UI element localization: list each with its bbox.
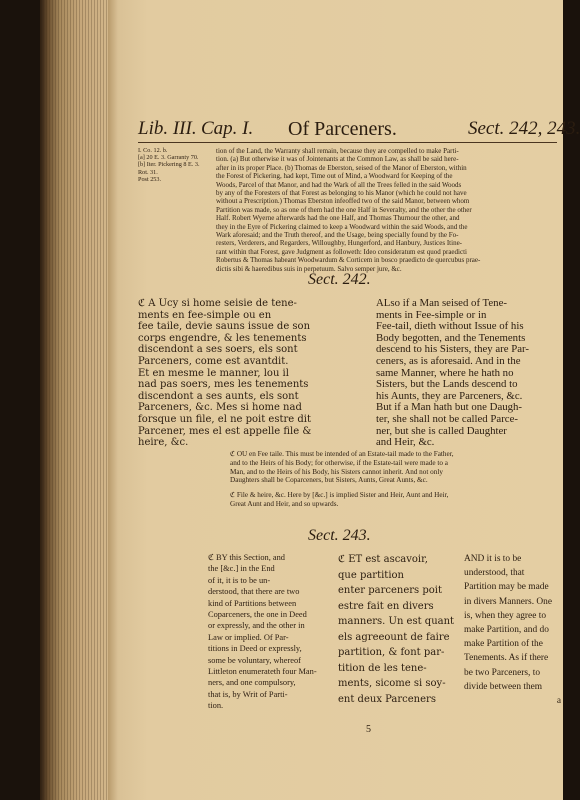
text-line: Robertus & Thomas habeant Woodwardum & Corticem in bosco praedicto de quercubus prae- [216,256,481,265]
text-line: Littleton enumerateth four Man- [208,667,317,677]
text-line: derstood, that there are two [208,587,300,597]
text-line: ℭ BY this Section, and [208,553,285,562]
margin-note: Rot. 31. [138,168,158,176]
text-line: ℭ A Ucy si home seisie de tene- [138,298,297,309]
text-line: enter parceners poit [338,585,443,596]
header-cap: Cap. I. [201,118,254,139]
text-line: a [556,696,561,707]
text-line: els agreeount de faire [338,631,450,643]
text-line: be two Parceners, to [464,667,541,678]
section-243-heading: Sect. 243. [308,527,371,544]
text-line: Wark aforesaid; and the Truth thereof, and the Usage, being specially found by the Fo- [216,231,459,240]
text-line: Sisters, but the Lands descend to [376,378,518,391]
text-line: ℭ File & heire, &c. Here by [&c.] is implied Sister and Heir, Aunt and Heir, [230,491,449,500]
text-line: Tenements. As if there [464,653,549,664]
text-line: his Aunts, they are Parceners, &c. [376,389,523,402]
text-line: kind of Partitions between [208,598,297,608]
header-title: Of Parceners. [288,118,397,140]
text-line: fee taile, devie sauns issue de son [138,321,311,333]
text-line: partition, & font par- [338,647,445,658]
text-line: Parceners, come est avantdit. [138,355,289,367]
margin-note: [a] 20 E. 3. Garranty 70. [138,154,199,162]
text-line: make Partition, and do [464,625,549,636]
text-line: tion of the Land, the Warranty shall remain, because they are compelled to make Parti- [216,147,459,155]
text-line: divide between them [464,681,543,692]
text-line: some be voluntary, whereof [208,655,301,665]
continuation-text [216,147,561,273]
text-line: Parceners, &c. Mes si home nad [138,402,302,414]
text-line: by any of the Foresters of that Forest as belonging to his Manor (which he could not have [216,189,467,198]
text-line: or expressly, and the other in [208,621,305,631]
text-line: that is, by Writ of Parti- [208,689,288,699]
text-line: is, when they agree to [464,610,547,621]
text-line: the [&c.] in the End [208,564,275,574]
section-243-english [464,552,561,708]
text-line: they in the Eyre of Pickering claimed to keep a Woodward within the said Woods, and the [216,222,468,231]
text-line: ments en fee-simple ou en [138,309,272,321]
text-line: discendont a ses soers, els sont [138,344,298,356]
text-line: make Partition of the [464,639,543,650]
margin-note: I. Co. 12. b. [138,147,168,154]
section-242-english [376,298,562,449]
text-line: descend to his Sisters, they are Par- [376,343,530,356]
text-line: Coparceners, the one in Deed [208,610,307,620]
text-line: ℭ OU en Fee taile. This must be intended of an Estate-tail made to the Father, [230,450,454,458]
text-line: corps engendre, & les tenements [138,332,307,344]
text-line: Law or implied. Of Par- [208,632,289,642]
text-line: AND it is to be [464,554,522,564]
text-line: que partition [338,569,404,581]
text-line: tion. (a) But otherwise it was of Jointenants at the Common Law, as shall be said here- [216,155,459,164]
text-line: understood, that [464,568,525,579]
text-line: tion. [208,701,224,711]
text-line: ent deux Parceners [338,693,436,705]
text-line: after in its proper Place. (b) Thomas de Eberston, seised of the Manor of Eberston, within [216,163,467,172]
text-line: ceners, as is aforesaid. And in the [376,354,521,367]
text-line: tition de les tene- [338,662,427,674]
text-line: ALso if a Man seised of Tene- [376,297,507,309]
text-line: Daughters shall be Coparceners, but Sisters, Aunts, Great Aunts, &c. [230,476,428,485]
section-242-french [138,298,336,449]
text-line: dictis sibi & haeredibus suis in perpetuum. Salvo semper jure, &c. [216,264,402,273]
text-line: But if a Man hath but one Daugh- [376,401,523,414]
text-line: estre fait en divers [338,600,434,612]
text-line: ℭ ET est ascavoir, [338,554,428,565]
signature-mark: 5 [366,724,371,735]
text-line: Body begotten, and the Tenements [376,331,526,344]
text-line: Et en mesme le manner, lou il [138,367,289,379]
text-line: Parcener, mes el est appelle file & [138,425,312,437]
text-line: and to the Heirs of his Body; for otherwise, if the Estate-tail were made to a [230,458,448,467]
text-line: Half. Robert Wyerne afterwards had the one Half, and Thomas Thurnour the other, and [216,214,460,223]
text-line: ner, but she is called Daughter [376,424,507,437]
text-line: forsque un file, el ne poit estre dit [138,413,311,425]
text-line: Partition was made, so as one of them had the one Half in Severalty, and the other the other [216,205,472,214]
text-line: Fee-tail, dieth without Issue of his [376,320,524,333]
text-line: of it, it is to be un- [208,575,271,585]
section-242-commentary [230,450,562,509]
section-243-commentary [208,552,322,712]
running-header [138,118,580,142]
text-line: heire, &c. [138,437,189,449]
text-line: in divers Manners. One [464,596,553,607]
text-line: ments in Fee-simple or in [376,308,487,321]
text-line: ments, sicome si soy- [338,678,446,689]
margin-note: Post 253. [138,175,162,183]
text-line: Woods, Parcel of that Manor, and had the Wark of all the Trees felled in the said Woods [216,180,462,189]
header-rule [138,142,557,143]
text-line: resters, Verderers, and Regarders, Willoughby, Hungerford, and Hanbury, Justices Itine- [216,239,463,248]
section-242-heading: Sect. 242. [308,271,371,288]
margin-note: [b] Iter. Pickering 8 E. 3. [138,161,200,169]
section-243-french [338,552,456,707]
text-line: nad pas soers, mes les tenements [138,379,309,391]
text-line: ners, and one compulsory, [208,678,296,688]
text-line: without a Prescription.) Thomas Eberston infeoffed two of the said Manor, between whom [216,197,470,206]
text-line: the Forest of Pickering, had kept, Time out of Mind, a Woodward for Keeping of the [216,172,453,181]
text-line: ter, she shall not be called Parce- [376,412,518,425]
text-line: same Manner, where he hath no [376,366,514,379]
text-line: Great Aunt and Heir, and so upwards. [230,499,339,508]
text-line: and Heir, &c. [376,436,435,449]
text-line: Man, and to the Heirs of his Body, his Sisters cannot inherit. And not only [230,467,443,476]
book-page [108,0,580,800]
header-lib: Lib. III. [138,118,197,139]
text-line: manners. Un est quant [338,616,455,627]
text-line: titions in Deed or expressly, [208,644,302,654]
text-line: Partition may be made [464,582,549,593]
margin-notes [138,147,200,183]
text-line: rant within that Forest, gave Judgment as followeth: Ideo consideratum est quod praedicti [216,247,467,256]
text-line: discendont a ses aunts, els sont [138,390,299,402]
header-sect: Sect. 242, 243. [468,118,580,139]
